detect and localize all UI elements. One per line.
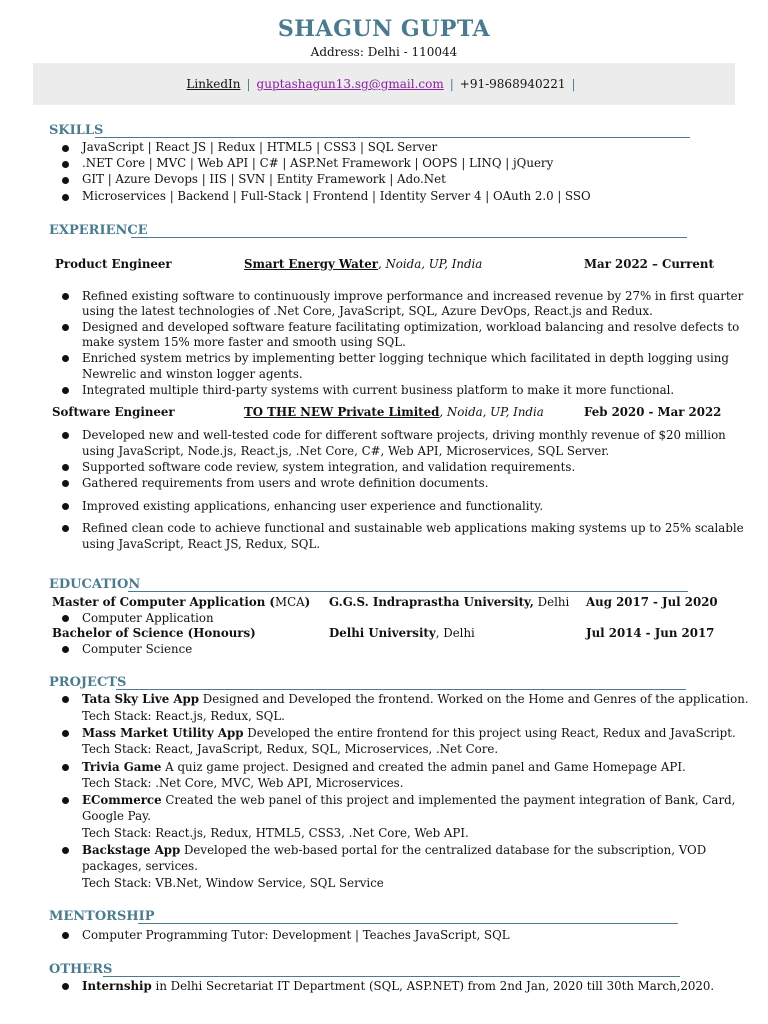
education-detail: Computer Science (82, 642, 193, 656)
section-divider (116, 689, 686, 690)
separator: | (571, 77, 576, 91)
bullet-icon (62, 696, 69, 703)
bullet-icon (62, 464, 69, 471)
others-text: in Delhi Secretariat IT Department (SQL, ASP.NET) from 2nd Jan, 2020 till 30th March,2020. (151, 979, 715, 993)
job-bullet-line: using JavaScript, React JS, Redux, SQL. (82, 537, 321, 551)
job-bullet-line: Refined clean code to achieve functional and sustainable web applications making systems up to 25% scalable (82, 521, 744, 535)
bullet-icon (62, 432, 69, 439)
address: Address: Delhi - 110044 (310, 45, 458, 59)
separator: | (449, 77, 454, 91)
company-name: TO THE NEW Private Limited (244, 405, 440, 419)
email-link[interactable]: guptashagun13.sg@gmail.com (256, 77, 444, 91)
bullet-icon (62, 161, 69, 168)
job-bullet-line: Refined existing software to continuously improve performance and increased revenue by 27% in first quarter (82, 289, 744, 303)
section-divider (131, 237, 687, 238)
job-company-line (244, 257, 482, 271)
job-company-line (244, 405, 544, 419)
bullet-icon (62, 355, 69, 362)
project-stack: Tech Stack: React, JavaScript, Redux, SQL, Microservices, .Net Core. (82, 742, 499, 756)
job-bullet-line: Newrelic and winston logger agents. (82, 367, 303, 381)
separator: | (246, 77, 251, 91)
degree-abbr: MCA (275, 595, 305, 609)
section-title-experience: EXPERIENCE (49, 223, 148, 238)
section-divider (103, 976, 680, 977)
university-line (329, 626, 475, 640)
bullet-icon (62, 145, 69, 152)
bullet-icon (62, 293, 69, 300)
skill-line: Microservices | Backend | Full-Stack | Frontend | Identity Server 4 | OAuth 2.0 | SSO (82, 189, 591, 203)
bullet-icon (62, 480, 69, 487)
project-line (82, 692, 749, 706)
section-title-others: OTHERS (49, 962, 113, 977)
skill-line: JavaScript | React JS | Redux | HTML5 | CSS3 | SQL Server (82, 140, 438, 154)
section-title-projects: PROJECTS (49, 675, 127, 690)
bullet-icon (62, 646, 69, 653)
project-title: Trivia Game (82, 760, 162, 774)
project-line (82, 843, 706, 857)
job-bullet-line: Improved existing applications, enhancing user experience and functionality. (82, 499, 544, 513)
project-title: Tata Sky Live App (82, 692, 200, 706)
project-stack: Tech Stack: .Net Core, MVC, Web API, Microservices. (82, 776, 404, 790)
bullet-icon (62, 615, 69, 622)
job-dates: Mar 2022 – Current (584, 257, 714, 271)
section-title-mentorship: MENTORSHIP (49, 909, 155, 924)
section-divider (138, 923, 678, 924)
education-dates: Aug 2017 - Jul 2020 (586, 595, 718, 609)
bullet-icon (62, 797, 69, 804)
job-title: Product Engineer (55, 257, 172, 271)
project-desc: Created the web panel of this project and implemented the payment integration of Bank, Card, (161, 793, 736, 807)
section-title-education: EDUCATION (49, 577, 141, 592)
job-bullet-line: using the latest technologies of .Net Core, JavaScript, SQL, Azure DevOps, React.js and Redux. (82, 304, 653, 318)
project-desc: Designed and Developed the frontend. Worked on the Home and Genres of the application. (199, 692, 749, 706)
job-bullet-line: Integrated multiple third-party systems with current business platform to make it more functional. (82, 383, 675, 397)
company-location: , Noida, UP, India (439, 405, 544, 419)
linkedin-link[interactable]: LinkedIn (186, 77, 241, 91)
bullet-icon (62, 764, 69, 771)
bullet-icon (62, 177, 69, 184)
university-name: Delhi University (329, 626, 436, 640)
mentorship-line: Computer Programming Tutor: Development | Teaches JavaScript, SQL (82, 928, 510, 942)
job-bullet-line: Enriched system metrics by implementing better logging technique which facilitated in depth logging using (82, 351, 729, 365)
skill-line: .NET Core | MVC | Web API | C# | ASP.Net Framework | OOPS | LINQ | jQuery (82, 156, 554, 170)
project-stack: Tech Stack: VB.Net, Window Service, SQL Service (82, 876, 384, 890)
bullet-icon (62, 847, 69, 854)
resume-name: SHAGUN GUPTA (277, 16, 491, 42)
bullet-icon (62, 525, 69, 532)
project-desc: A quiz game project. Designed and created the admin panel and Game Homepage API. (161, 760, 686, 774)
others-line (82, 979, 714, 993)
bullet-icon (62, 387, 69, 394)
project-line (82, 726, 736, 740)
job-bullet-line: using JavaScript, Node.js, React.js, .Net Core, C#, Web API, Microservices, SQL Server. (82, 444, 610, 458)
project-stack: Tech Stack: React.js, Redux, HTML5, CSS3, .Net Core, Web API. (82, 826, 469, 840)
university-city: Delhi (533, 595, 570, 609)
degree-close: ) (304, 595, 311, 609)
others-title: Internship (82, 979, 152, 993)
bullet-icon (62, 932, 69, 939)
university-line (329, 595, 569, 609)
bullet-icon (62, 730, 69, 737)
skill-line: GIT | Azure Devops | IIS | SVN | Entity Framework | Ado.Net (82, 172, 446, 186)
bullet-icon (62, 983, 69, 990)
project-title: Mass Market Utility App (82, 726, 244, 740)
job-bullet-line: Supported software code review, system integration, and validation requirements. (82, 460, 576, 474)
company-location: , Noida, UP, India (377, 257, 483, 271)
project-line (82, 760, 686, 774)
degree-name: Master of Computer Application ( (52, 595, 276, 609)
bullet-icon (62, 324, 69, 331)
job-bullet-line: Gathered requirements from users and wrote definition documents. (82, 476, 489, 490)
project-desc: Developed the entire frontend for this project using React, Redux and JavaScript. (243, 726, 736, 740)
education-dates: Jul 2014 - Jun 2017 (586, 626, 715, 640)
bullet-icon (62, 503, 69, 510)
degree-name: Bachelor of Science (Honours) (52, 626, 256, 640)
university-name: G.G.S. Indraprastha University, (329, 595, 534, 609)
project-title: ECommerce (82, 793, 162, 807)
job-title: Software Engineer (52, 405, 175, 419)
university-city: , Delhi (435, 626, 475, 640)
project-line (82, 793, 735, 807)
job-bullet-line: Designed and developed software feature facilitating optimization, workload balancing and resolve defects to (82, 320, 740, 334)
job-bullet-line: Developed new and well-tested code for different software projects, driving monthly revenue of $20 million (82, 428, 726, 442)
bullet-icon (62, 194, 69, 201)
section-title-skills: SKILLS (49, 123, 104, 138)
degree-line (52, 595, 310, 609)
project-desc-cont: packages, services. (82, 859, 198, 873)
job-bullet-line: make system 15% more faster and smooth using SQL. (82, 335, 406, 349)
section-divider (95, 137, 690, 138)
degree-line (52, 626, 256, 640)
phone-number: +91-9868940221 (459, 77, 566, 91)
contact-line (0, 77, 768, 91)
project-stack: Tech Stack: React.js, Redux, SQL. (82, 709, 285, 723)
company-name: Smart Energy Water (244, 257, 378, 271)
section-divider (128, 591, 688, 592)
project-title: Backstage App (82, 843, 181, 857)
education-detail: Computer Application (82, 611, 214, 625)
project-desc-cont: Google Pay. (82, 809, 151, 823)
job-dates: Feb 2020 - Mar 2022 (584, 405, 722, 419)
project-desc: Developed the web-based portal for the centralized database for the subscription, VOD (180, 843, 707, 857)
